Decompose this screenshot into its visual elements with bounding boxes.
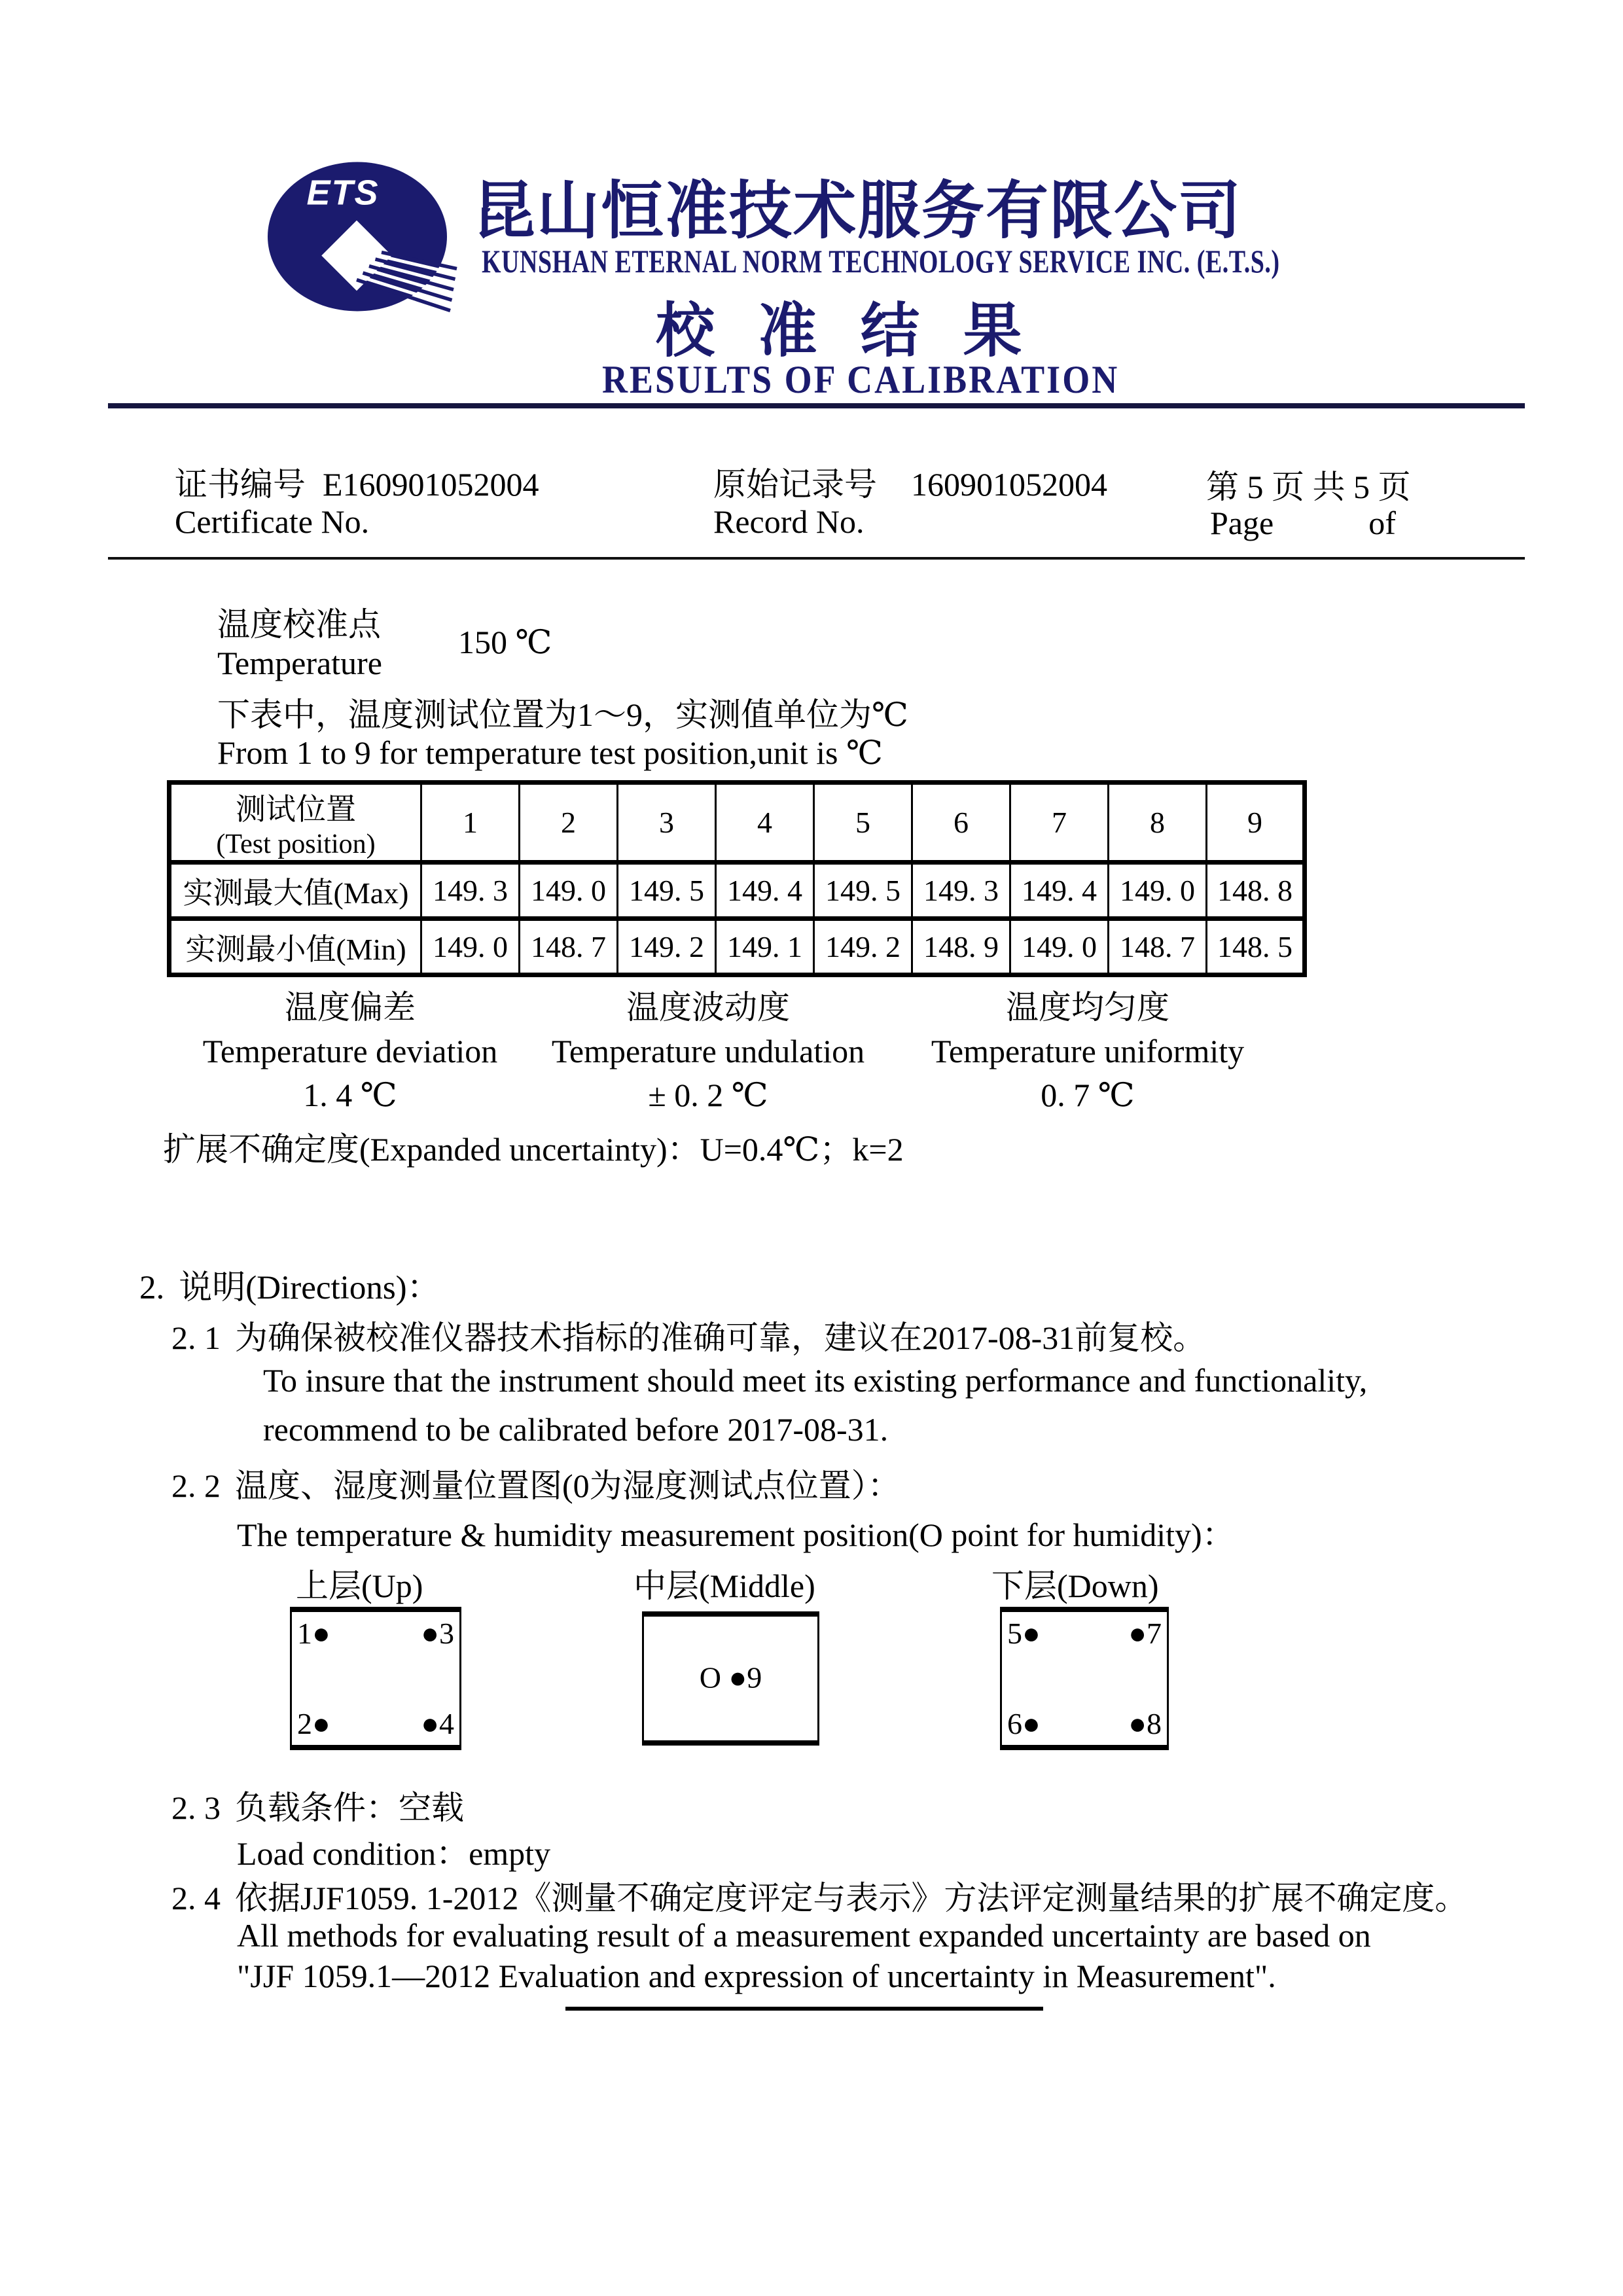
max-value-5: 149. 5 bbox=[814, 863, 912, 919]
max-value-1: 149. 3 bbox=[421, 863, 520, 919]
record-number-line bbox=[713, 458, 1107, 505]
down-point-6: 6● bbox=[1007, 1707, 1041, 1740]
min-value-2: 148. 7 bbox=[520, 919, 618, 975]
min-value-3: 149. 2 bbox=[618, 919, 716, 975]
record-number-value: 160901052004 bbox=[911, 466, 1107, 503]
direction-2-1-en-line1: To insure that the instrument should meet its existing performance and functionality, bbox=[263, 1362, 1368, 1399]
table-note-en: From 1 to 9 for temperature test position,unit is ℃ bbox=[217, 734, 883, 771]
table-max-row bbox=[169, 863, 1305, 919]
direction-2-3-text-cn: 负载条件：空载 bbox=[235, 1789, 464, 1826]
of-label: of bbox=[1368, 505, 1396, 541]
direction-2-1-cn bbox=[171, 1312, 1205, 1359]
min-value-1: 149. 0 bbox=[421, 919, 520, 975]
uniformity-label-en: Temperature uniformity bbox=[931, 1033, 1245, 1069]
direction-2-1-text-cn: 为确保被校准仪器技术指标的准确可靠，建议在2017-08-31前复校。 bbox=[235, 1319, 1206, 1356]
direction-2-1-number: 2. 1 bbox=[171, 1319, 221, 1356]
position-box-down bbox=[1000, 1607, 1169, 1750]
direction-2-4-en-line1: All methods for evaluating result of a measurement expanded uncertainty are based on bbox=[237, 1917, 1371, 1954]
temperature-uniformity-block bbox=[904, 986, 1271, 1117]
direction-2-1-en-line2: recommend to be calibrated before 2017-08-31. bbox=[263, 1411, 889, 1448]
min-row-label: 实测最小值(Min) bbox=[169, 919, 421, 975]
direction-2-3-number: 2. 3 bbox=[171, 1789, 221, 1826]
undulation-label-cn: 温度波动度 bbox=[626, 989, 790, 1026]
directions-heading-text: 说明(Directions)： bbox=[179, 1270, 440, 1306]
layer-label-middle: 中层(Middle) bbox=[633, 1568, 815, 1604]
certificate-number-label-en: Certificate No. bbox=[175, 503, 370, 540]
max-value-4: 149. 4 bbox=[716, 863, 814, 919]
company-name-cn: 昆山恒准技术服务有限公司 bbox=[473, 176, 1242, 246]
measurement-table bbox=[167, 780, 1307, 977]
direction-2-4-cn bbox=[171, 1872, 1467, 1919]
direction-2-2-text-cn: 温度、湿度测量位置图(0为湿度测试点位置）： bbox=[235, 1467, 901, 1504]
deviation-label-en: Temperature deviation bbox=[202, 1033, 498, 1069]
page-label: Page bbox=[1210, 505, 1274, 541]
deviation-value: 1. 4 ℃ bbox=[303, 1077, 397, 1113]
certificate-number-label-cn: 证书编号 bbox=[175, 466, 306, 503]
record-number-label-en: Record No. bbox=[713, 503, 865, 540]
temperature-deviation-block bbox=[167, 986, 533, 1117]
min-value-5: 149. 2 bbox=[814, 919, 912, 975]
page-indicator-cn: 第 5 页 共 5 页 bbox=[1206, 469, 1411, 505]
max-value-8: 149. 0 bbox=[1109, 863, 1207, 919]
position-8: 8 bbox=[1109, 783, 1207, 863]
up-point-2: 2● bbox=[297, 1707, 330, 1740]
position-4: 4 bbox=[716, 783, 814, 863]
down-point-5: 5● bbox=[1007, 1617, 1041, 1650]
max-row-label: 实测最大值(Max) bbox=[169, 863, 421, 919]
uniformity-value: 0. 7 ℃ bbox=[1041, 1077, 1135, 1113]
position-2: 2 bbox=[520, 783, 618, 863]
footer-underline bbox=[565, 2007, 1043, 2011]
direction-2-2-en-line1: The temperature & humidity measurement position(O point for humidity)： bbox=[237, 1516, 1235, 1553]
page-indicator-en bbox=[1210, 504, 1396, 542]
directions-heading bbox=[139, 1260, 440, 1308]
direction-2-3-cn bbox=[171, 1782, 464, 1829]
direction-2-4-number: 2. 4 bbox=[171, 1880, 221, 1916]
direction-2-4-en-line2: "JJF 1059.1—2012 Evaluation and expression of uncertainty in Measurement". bbox=[237, 1958, 1276, 1994]
down-point-8: ●8 bbox=[1128, 1707, 1162, 1740]
max-value-2: 149. 0 bbox=[520, 863, 618, 919]
position-6: 6 bbox=[912, 783, 1010, 863]
max-value-9: 148. 8 bbox=[1207, 863, 1305, 919]
position-5: 5 bbox=[814, 783, 912, 863]
test-position-header-cell bbox=[169, 783, 421, 863]
min-value-7: 149. 0 bbox=[1010, 919, 1109, 975]
max-value-7: 149. 4 bbox=[1010, 863, 1109, 919]
expanded-uncertainty-line: 扩展不确定度(Expanded uncertainty)：U=0.4℃；k=2 bbox=[163, 1131, 904, 1168]
direction-2-3-en-line1: Load condition：empty bbox=[237, 1835, 551, 1872]
position-7: 7 bbox=[1010, 783, 1109, 863]
test-position-label-en: (Test position) bbox=[216, 829, 376, 859]
calibration-point-label-cn: 温度校准点 bbox=[217, 606, 381, 643]
undulation-label-en: Temperature undulation bbox=[551, 1033, 865, 1069]
calibration-point-label-en: Temperature bbox=[217, 645, 382, 681]
company-name-en: KUNSHAN ETERNAL NORM TECHNOLOGY SERVICE INC. (E.T.S.) bbox=[482, 244, 1280, 280]
max-value-3: 149. 5 bbox=[618, 863, 716, 919]
undulation-value: ± 0. 2 ℃ bbox=[648, 1077, 768, 1113]
max-value-6: 149. 3 bbox=[912, 863, 1010, 919]
min-value-9: 148. 5 bbox=[1207, 919, 1305, 975]
logo-ets-text: ETS bbox=[306, 173, 380, 213]
header-divider-rule bbox=[108, 403, 1525, 408]
layer-label-up: 上层(Up) bbox=[296, 1568, 423, 1604]
position-3: 3 bbox=[618, 783, 716, 863]
up-point-4: ●4 bbox=[421, 1707, 454, 1740]
direction-2-2-cn bbox=[171, 1460, 901, 1507]
up-point-3: ●3 bbox=[421, 1617, 454, 1650]
up-point-1: 1● bbox=[297, 1617, 330, 1650]
min-value-8: 148. 7 bbox=[1109, 919, 1207, 975]
table-header-row bbox=[169, 783, 1305, 863]
certificate-number-value: E160901052004 bbox=[323, 466, 539, 503]
calibration-point-value: 150 ℃ bbox=[458, 624, 552, 660]
record-number-label-cn: 原始记录号 bbox=[713, 466, 877, 503]
directions-heading-number: 2. bbox=[139, 1270, 165, 1306]
section-divider-rule bbox=[108, 557, 1525, 560]
down-point-7: ●7 bbox=[1128, 1617, 1162, 1650]
position-9: 9 bbox=[1207, 783, 1305, 863]
position-1: 1 bbox=[421, 783, 520, 863]
direction-2-4-text-cn: 依据JJF1059. 1-2012《测量不确定度评定与表示》方法评定测量结果的扩展不确定度。 bbox=[235, 1880, 1468, 1916]
min-value-4: 149. 1 bbox=[716, 919, 814, 975]
ets-logo bbox=[267, 156, 463, 316]
direction-2-2-number: 2. 2 bbox=[171, 1467, 221, 1504]
middle-point-9: O ●9 bbox=[699, 1660, 762, 1694]
certificate-number-line bbox=[175, 458, 539, 505]
document-title-en: RESULTS OF CALIBRATION bbox=[602, 357, 1120, 402]
deviation-label-cn: 温度偏差 bbox=[285, 989, 416, 1026]
min-value-6: 148. 9 bbox=[912, 919, 1010, 975]
position-box-up bbox=[290, 1607, 461, 1750]
temperature-undulation-block bbox=[525, 986, 891, 1117]
layer-label-down: 下层(Down) bbox=[991, 1568, 1159, 1604]
table-min-row bbox=[169, 919, 1305, 975]
position-box-middle bbox=[642, 1611, 819, 1746]
uniformity-label-cn: 温度均匀度 bbox=[1006, 989, 1169, 1026]
document-title-cn: 校 准 结 果 bbox=[656, 299, 1037, 364]
test-position-label-cn: 测试位置 bbox=[236, 792, 356, 826]
table-note-cn: 下表中，温度测试位置为1～9，实测值单位为℃ bbox=[217, 696, 908, 733]
